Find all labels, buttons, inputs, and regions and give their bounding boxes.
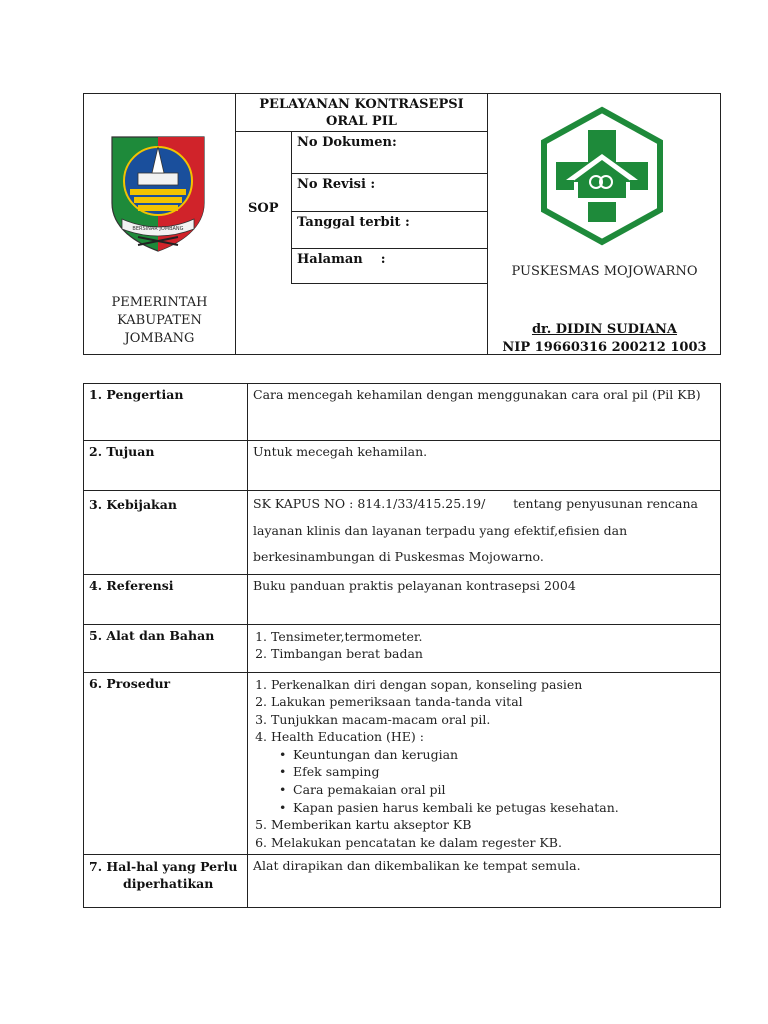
org-line-3: JOMBANG [124,331,195,346]
field-divider [291,248,488,249]
puskesmas-name: PUSKESMAS MOJOWARNO [511,264,698,279]
he-sublist [271,746,715,816]
table-row [84,384,721,441]
document-title [236,96,487,130]
hal-hal-text: Alat dirapikan dan dikembalikan ke tempat semula. [248,855,721,908]
field-divider [291,283,488,284]
list-item: 2. Lakukan pemeriksaan tanda-tanda vital [271,693,715,711]
list-item: 5. Memberikan kartu akseptor KB [271,816,715,834]
title-divider [235,131,488,132]
header-divider-left [235,93,236,355]
no-revisi-field: No Revisi : [297,177,376,192]
kebijakan-line-2: layanan klinis dan layanan terpadu yang efektif,efisien dan [253,522,628,538]
list-item: • Efek samping [293,763,715,781]
field-divider [291,173,488,174]
kebijakan-label: 3. Kebijakan [84,491,248,575]
referensi-text: Buku panduan praktis pelayanan kontrasepsi 2004 [248,574,721,624]
pengertian-text: Cara mencegah kehamilan dengan menggunakan cara oral pil (Pil KB) [248,384,721,441]
no-dokumen-field: No Dokumen: [297,135,397,150]
tanggal-terbit-field: Tanggal terbit : [297,215,410,230]
signatory-block [488,321,721,357]
list-item: 1. Perkenalkan diri dengan sopan, konseling pasien [271,676,715,694]
tujuan-text: Untuk mecegah kehamilan. [248,441,721,491]
field-divider [291,211,488,212]
left-org-block [84,294,235,348]
he-label: Health Education (HE) : [271,729,424,745]
signatory-nip: NIP 19660316 200212 1003 [502,340,707,355]
alat-list [248,624,721,672]
referensi-label: 4. Referensi [84,574,248,624]
list-item: 6. Melakukan pencatatan ke dalam regester KB. [271,834,715,852]
hal-hal-label-line-1: 7. Hal-hal yang Perlu [89,859,238,875]
crest-motto: BERSINAR JOMBANG [132,226,184,232]
prosedur-list [248,672,721,855]
table-row [84,624,721,672]
halaman-field: Halaman : [297,252,386,267]
list-item [271,728,715,816]
prosedur-label: 6. Prosedur [84,672,248,855]
kebijakan-text [248,491,721,575]
table-row [84,441,721,491]
table-row [84,491,721,575]
header-divider-right [487,93,488,355]
table-row [84,855,721,908]
org-line-2: KABUPATEN [117,313,202,328]
pengertian-label: 1. Pengertian [84,384,248,441]
tujuan-label: 2. Tujuan [84,441,248,491]
list-item: • Kapan pasien harus kembali ke petugas kesehatan. [293,799,715,817]
table-row [84,672,721,855]
list-item: • Keuntungan dan kerugian [293,746,715,764]
sop-label: SOP [248,201,279,216]
list-item: 1. Tensimeter,termometer. [271,628,715,646]
title-line-2: ORAL PIL [326,114,397,129]
list-item: • Cara pemakaian oral pil [293,781,715,799]
hal-hal-label-line-2: diperhatikan [123,876,214,892]
org-line-1: PEMERINTAH [111,295,208,310]
sop-content-table [83,383,721,908]
list-item: 2. Timbangan berat badan [271,645,715,663]
jombang-crest-logo [108,133,208,253]
signatory-name: dr. DIDIN SUDIANA [531,322,678,337]
title-line-1: PELAYANAN KONTRASEPSI [259,97,464,112]
kebijakan-line-3: berkesinambungan di Puskesmas Mojowarno. [253,549,544,564]
puskesmas-logo [538,106,666,246]
hal-hal-label [84,855,248,908]
alat-label: 5. Alat dan Bahan [84,624,248,672]
sop-divider [291,131,292,283]
kebijakan-line-1: SK KAPUS NO : 814.1/33/415.25.19/ tentang penyusunan rencana [253,496,699,511]
list-item: 3. Tunjukkan macam-macam oral pil. [271,711,715,729]
table-row [84,574,721,624]
